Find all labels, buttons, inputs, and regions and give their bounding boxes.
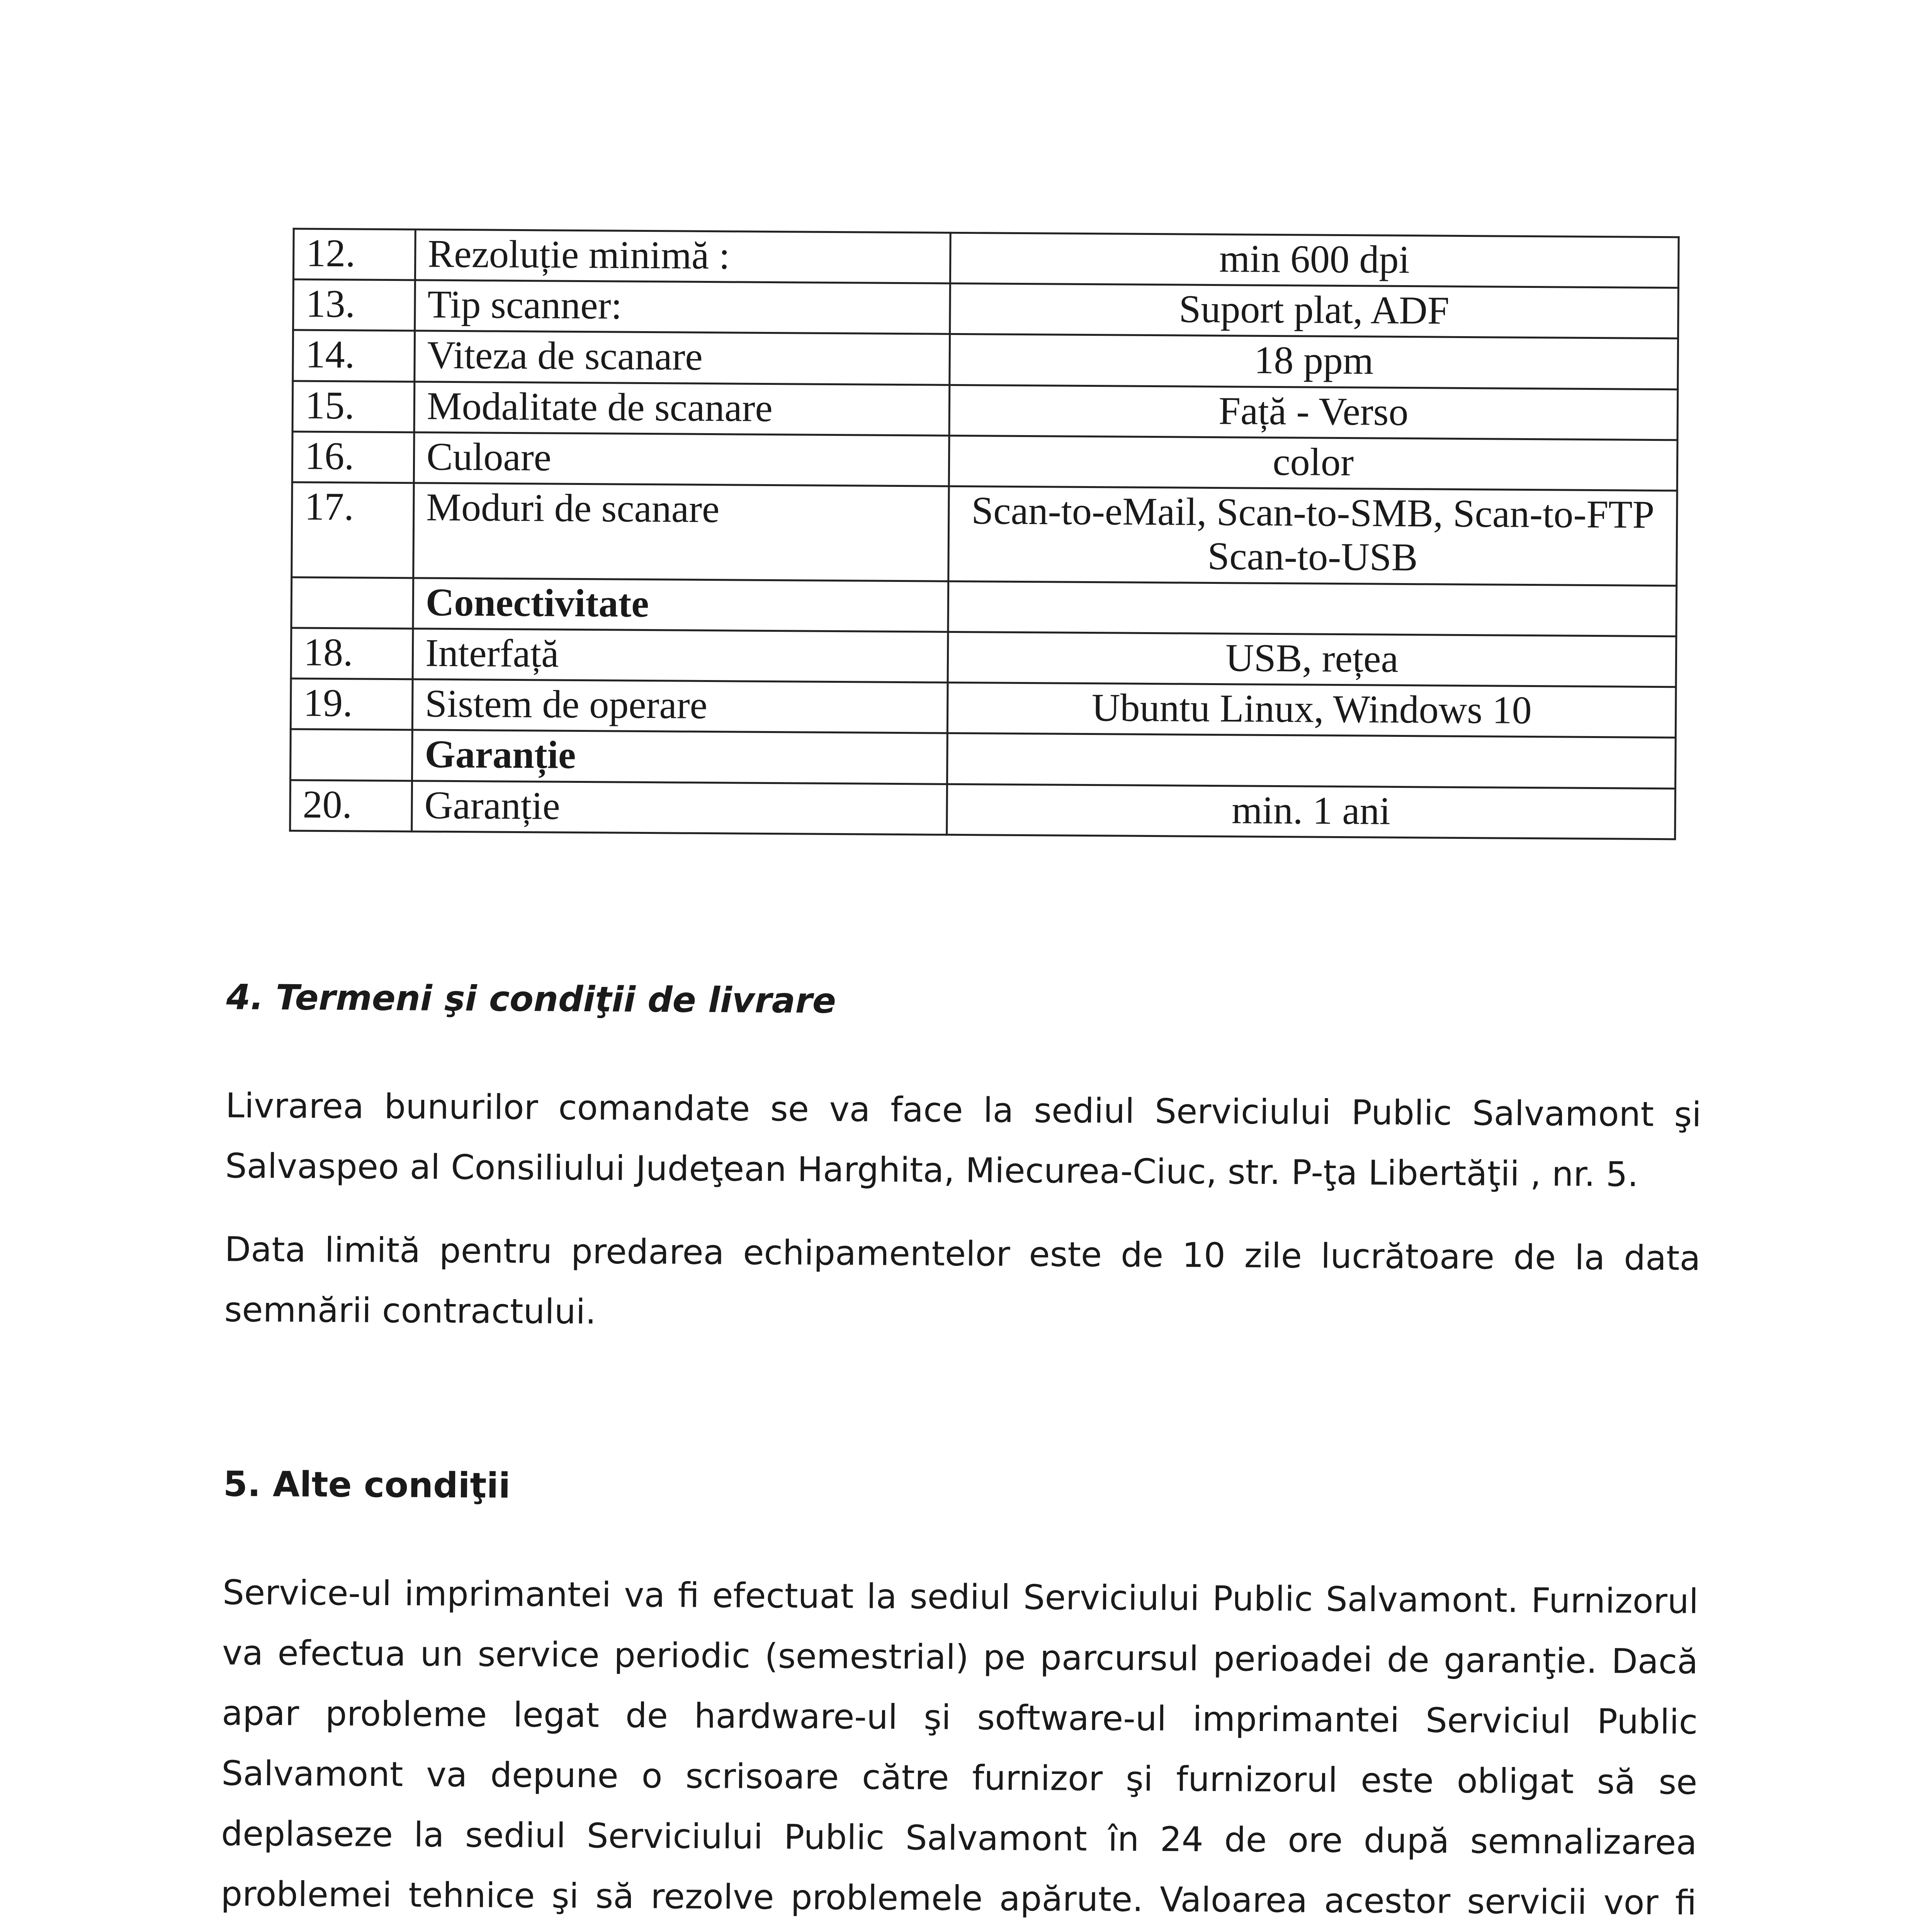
spec-row <box>293 330 1678 389</box>
spec-number: 13. <box>293 279 415 331</box>
spec-label: Garanție <box>412 781 947 835</box>
spec-number: 19. <box>291 679 413 730</box>
spec-row <box>290 780 1676 839</box>
delivery-paragraph-deadline: Data limită pentru predarea echipamentelor este de 10 zile lucrătoare de la data semnării contractului. <box>224 1229 1701 1332</box>
spec-row <box>292 482 1677 585</box>
spec-label: Culoare <box>414 432 949 486</box>
spec-label: Viteza de scanare <box>415 331 950 385</box>
spec-row <box>292 432 1677 491</box>
spec-label: Rezoluție minimă : <box>415 230 950 284</box>
spec-row <box>291 577 1677 636</box>
spec-row <box>293 229 1679 288</box>
spec-number: 20. <box>290 780 412 831</box>
spec-value: min 600 dpi <box>950 233 1679 288</box>
spec-number <box>291 577 413 629</box>
spec-number: 14. <box>293 330 415 381</box>
spec-label: Modalitate de scanare <box>414 382 950 436</box>
spec-number: 15. <box>292 381 415 432</box>
spec-label: Garanție <box>412 730 948 784</box>
spec-value: color <box>949 435 1677 491</box>
spec-row <box>291 628 1676 687</box>
delivery-heading: 4. Termeni şi condiţii de livrare <box>226 977 836 1022</box>
delivery-paragraph-location: Livrarea bunurilor comandate se va face la sediul Serviciului Public Salvamont şi Salvaspeo al Consiliului Judeţean Harghita, Miecurea-Ciuc, str. P-ţa Libertăţii , nr. 5. <box>225 1085 1702 1194</box>
spec-label: Interfață <box>413 629 948 683</box>
spec-label: Conectivitate <box>413 578 948 632</box>
spec-value <box>947 733 1676 789</box>
delivery-section <box>224 977 1702 1372</box>
spec-number: 12. <box>293 229 415 280</box>
spec-row <box>292 381 1678 440</box>
spec-label: Sistem de operare <box>412 679 948 733</box>
spec-value: Suport plat, ADF <box>950 284 1679 339</box>
service-paragraph: Service-ul imprimantei va fi efectuat la sediul Serviciului Public Salvamont. Furnizorul va efectua un service periodic (semestrial) pe parcursul perioadei de garanţie. Dacă apar probleme legat de hardware-ul şi software-ul imprimantei Serviciul Public Salvamont va depune o scrisoare către furnizor şi furnizorul este obligat să se deplaseze la sediul Serviciului Public Salvamont în 24 de ore după semnalizarea problemei tehnice şi să rezolve problemele apărute. Valoarea acestor servicii vor fi <box>221 1572 1699 1923</box>
spec-number: 17. <box>292 482 414 578</box>
other-conditions-heading: 5. Alte condiţii <box>223 1464 511 1506</box>
spec-row <box>291 679 1676 738</box>
spec-number: 16. <box>292 432 414 483</box>
spec-number: 18. <box>291 628 413 679</box>
spec-table <box>289 228 1679 840</box>
spec-value: Față - Verso <box>949 385 1678 440</box>
spec-row <box>293 279 1679 338</box>
spec-label: Tip scanner: <box>415 280 950 334</box>
spec-value: min. 1 ani <box>947 784 1676 839</box>
spec-number <box>291 729 413 781</box>
spec-value: 18 ppm <box>950 334 1678 389</box>
spec-row <box>291 729 1676 788</box>
spec-value: USB, rețea <box>948 632 1676 687</box>
spec-table-body <box>290 229 1679 839</box>
spec-value <box>948 581 1677 636</box>
other-conditions-section <box>220 1464 1699 1932</box>
spec-value: Ubuntu Linux, Windows 10 <box>947 682 1676 738</box>
spec-value: Scan-to-eMail, Scan-to-SMB, Scan-to-FTP Scan-to-USB <box>948 486 1677 585</box>
spec-label: Moduri de scanare <box>413 483 949 581</box>
